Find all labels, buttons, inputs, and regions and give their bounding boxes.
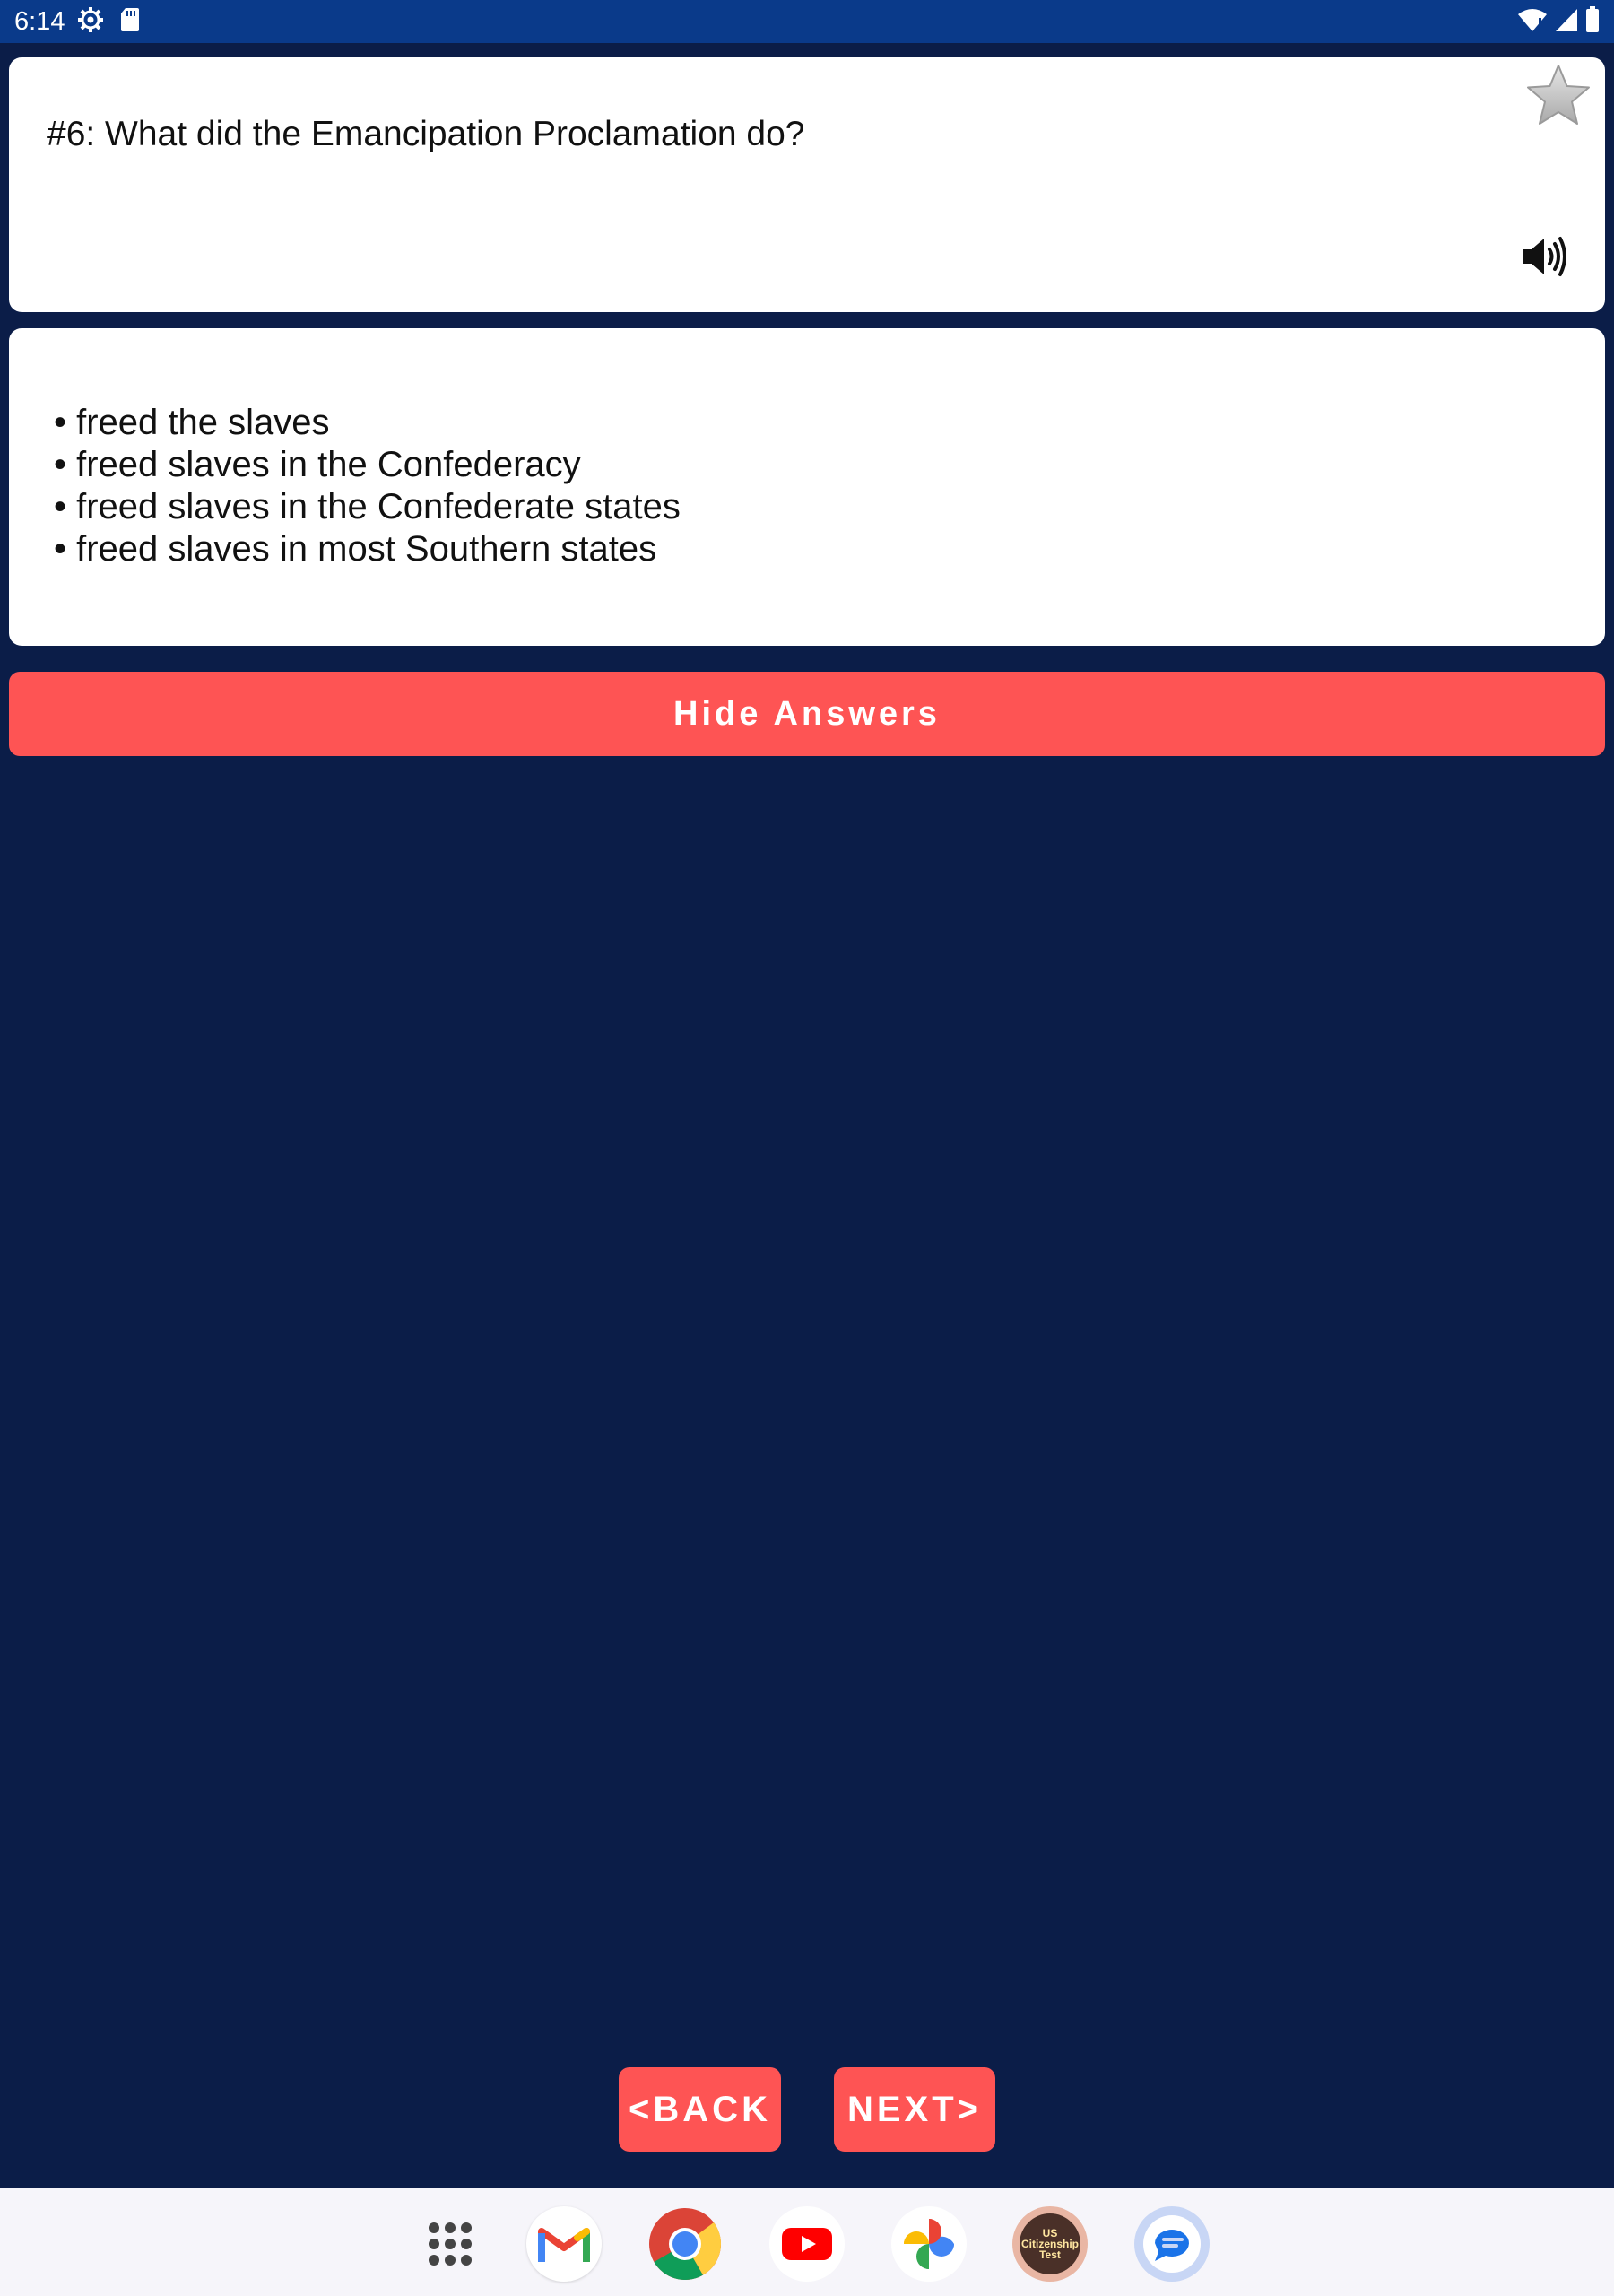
gmail-icon[interactable] [526, 2206, 602, 2282]
us-citizenship-test-icon[interactable] [1012, 2206, 1088, 2282]
question-text: #6: What did the Emancipation Proclamation do? [47, 115, 805, 153]
answer-item: • freed slaves in the Confederacy [54, 445, 581, 484]
wifi-icon [1517, 7, 1548, 37]
photos-icon[interactable] [891, 2206, 967, 2282]
signal-icon [1555, 7, 1578, 37]
answers-list [54, 402, 681, 570]
messages-icon[interactable] [1134, 2206, 1210, 2282]
answer-item: • freed the slaves [54, 403, 330, 442]
answer-item: • freed slaves in most Southern states [54, 529, 657, 569]
app-drawer-icon[interactable] [412, 2206, 488, 2282]
youtube-icon[interactable] [769, 2206, 845, 2282]
status-time: 6:14 [14, 6, 65, 36]
speaker-icon[interactable] [1519, 231, 1569, 282]
back-button[interactable]: <BACK [619, 2067, 781, 2152]
sd-card-icon [120, 7, 140, 37]
question-card [9, 57, 1605, 312]
chrome-icon[interactable] [647, 2206, 723, 2282]
citizenship-app-label: US Citizenship Test [1020, 2227, 1079, 2261]
favorite-star-icon[interactable] [1524, 63, 1592, 129]
battery-icon [1585, 6, 1600, 38]
hide-answers-button[interactable]: Hide Answers [9, 672, 1605, 756]
status-bar [0, 0, 1614, 43]
settings-gear-icon [77, 6, 104, 38]
answer-item: • freed slaves in the Confederate states [54, 487, 681, 526]
next-button[interactable]: NEXT> [834, 2067, 995, 2152]
